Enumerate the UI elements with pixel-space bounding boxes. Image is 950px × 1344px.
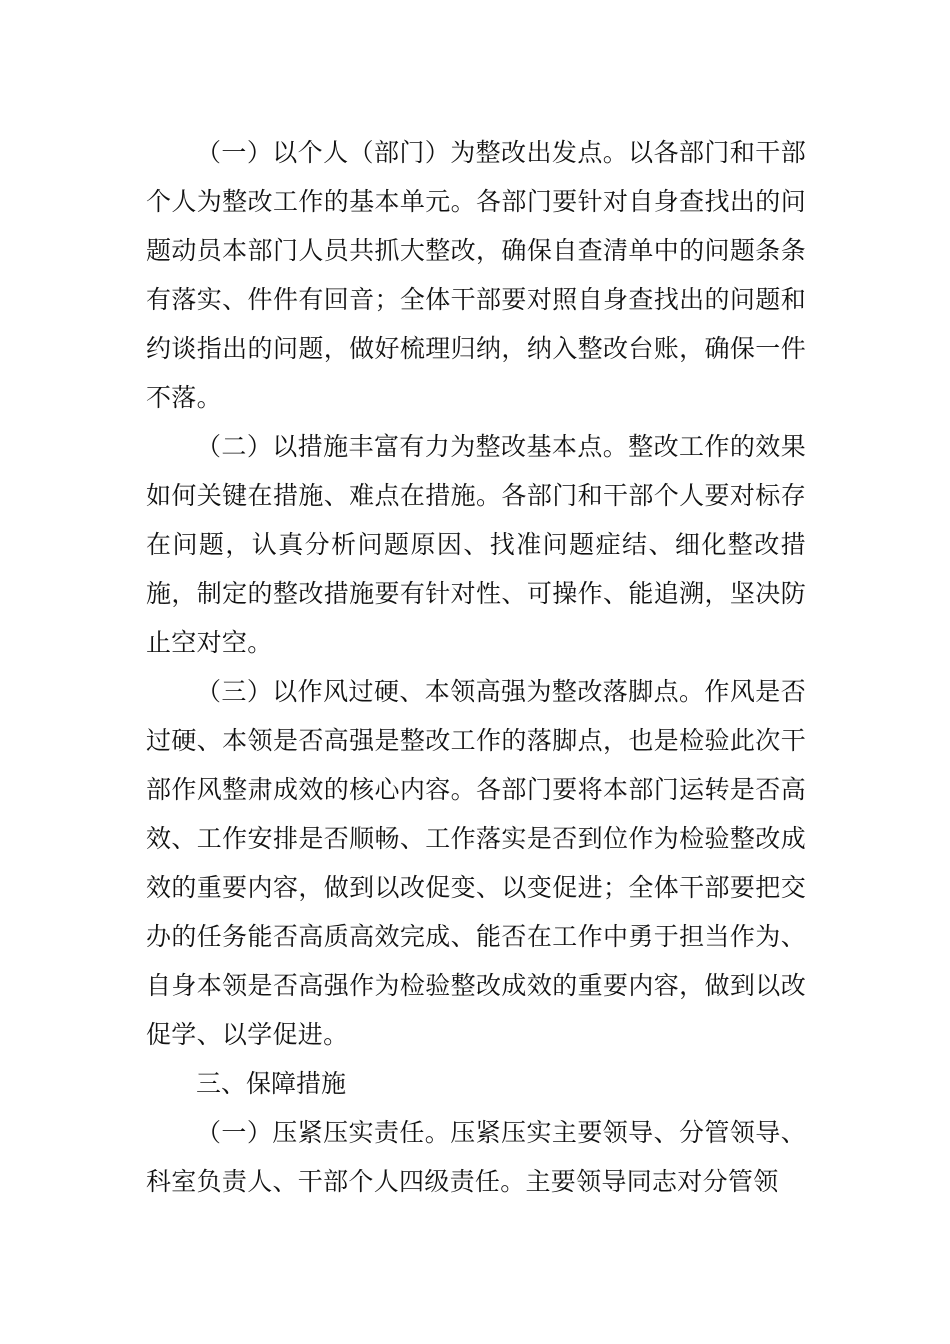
paragraph-rectification-style: （三）以作风过硬、本领高强为整改落脚点。作风是否过硬、本领是否高强是整改工作的落脚点，也是检验此次干部作风整肃成效的核心内容。各部门要将本部门运转是否高效、工作安排是否顺畅、工作落实是否到位作为检验整改成效的重要内容，做到以改促变、以变促进；全体干部要把交办的任务能否高质高效完成、能否在工作中勇于担当作为、自身本领是否高强作为检验整改成效的重要内容，做到以改促学、以学促进。 (146, 677, 806, 1049)
paragraph-rectification-individual: （一）以个人（部门）为整改出发点。以各部门和干部个人为整改工作的基本单元。各部门要针对自身查找出的问题动员本部门人员共抓大整改，确保自查清单中的问题条条有落实、件件有回音；全体干部要对照自身查找出的问题和约谈指出的问题，做好梳理归纳，纳入整改台账，确保一件不落。 (146, 138, 806, 412)
paragraph-rectification-measures: （二）以措施丰富有力为整改基本点。整改工作的效果如何关键在措施、难点在措施。各部门和干部个人要对标存在问题，认真分析问题原因、找准问题症结、细化整改措施，制定的整改措施要有针对性、可操作、能追溯，坚决防止空对空。 (146, 432, 806, 657)
section-heading-safeguards: 三、保障措施 (196, 1069, 347, 1098)
paragraph-responsibility: （一）压紧压实责任。压紧压实主要领导、分管领导、科室负责人、干部个人四级责任。主要领导同志对分管领 (146, 1118, 806, 1196)
document-body (146, 128, 806, 1206)
